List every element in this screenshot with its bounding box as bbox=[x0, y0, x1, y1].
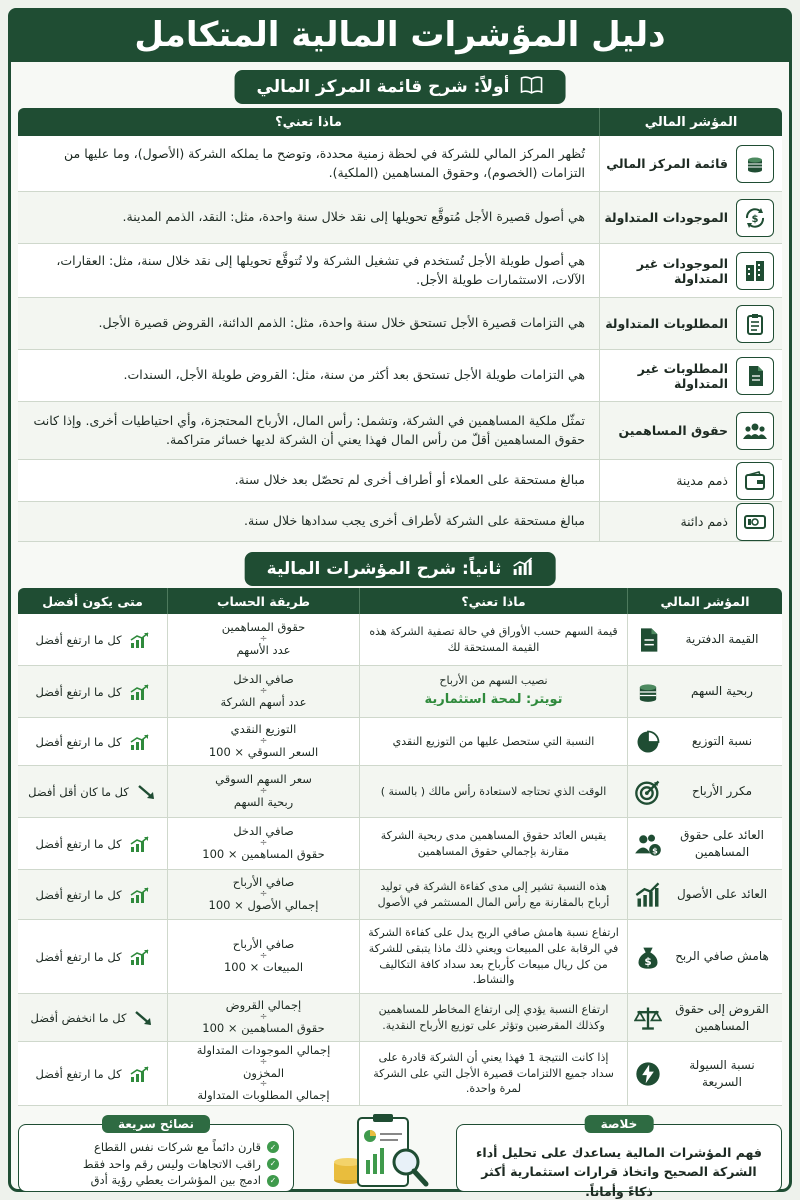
definition-text: نصيب السهم من الأرباح bbox=[439, 674, 548, 688]
document-icon bbox=[628, 626, 662, 654]
indicator-row bbox=[18, 614, 782, 666]
col-indicator: المؤشر المالي bbox=[644, 114, 738, 130]
check-icon: ✓ bbox=[267, 1141, 279, 1153]
indicator-label: ربحية السهم bbox=[691, 684, 753, 699]
indicator-cell bbox=[628, 818, 782, 869]
trend-up-icon bbox=[130, 1066, 150, 1082]
divide-symbol: ÷ bbox=[259, 686, 268, 696]
calc-denominator: ربحية السهم bbox=[233, 795, 294, 809]
best-when-text: كل ما ارتفع أفضل bbox=[35, 836, 122, 851]
document-icon bbox=[736, 357, 774, 395]
indicator-row bbox=[18, 718, 782, 766]
best-when-cell bbox=[18, 994, 168, 1041]
indicator-cell bbox=[628, 1042, 782, 1105]
indicator-cell bbox=[600, 350, 782, 401]
calc-numerator: سعر السهم السوقي bbox=[215, 772, 312, 787]
bar-growth-icon bbox=[628, 881, 662, 909]
twitter-handle: تويتر: لمحة استثمارية bbox=[424, 692, 563, 708]
balance-sheet-row bbox=[18, 402, 782, 460]
definition-cell bbox=[360, 666, 628, 717]
section1-title: أولاً: شرح قائمة المركز المالي bbox=[256, 77, 510, 97]
balance-sheet-row bbox=[18, 502, 782, 542]
divide-symbol: ÷ bbox=[259, 951, 268, 961]
indicator-label: المطلوبات المتداولة bbox=[605, 316, 728, 331]
group-dollar-icon bbox=[628, 830, 662, 858]
svg-text:$: $ bbox=[751, 213, 759, 225]
open-book-icon bbox=[519, 75, 543, 100]
divide-symbol: ÷ bbox=[259, 736, 268, 746]
definition-cell: هي التزامات طويلة الأجل تستحق بعد أكثر من سنة، مثل: القروض طويلة الأجل، السندات. bbox=[18, 350, 600, 401]
coins-icon bbox=[736, 145, 774, 183]
calc-numerator: إجمالي القروض bbox=[225, 998, 302, 1013]
definition-cell: هي أصول طويلة الأجل تُستخدم في تشغيل الشركة ولا تُتوقَّع تحويلها إلى نقد خلال سنة، مثل: العقارات، الآلات، الاستثمارات طويلة الأجل. bbox=[18, 244, 600, 297]
indicator-label: نسبة التوزيع bbox=[691, 734, 753, 749]
divide-symbol: ÷ bbox=[259, 634, 268, 644]
summary-text: فهم المؤشرات المالية يساعدك على تحليل أداء الشركة الصحيح واتخاذ قرارات استثمارية أكثر ذكاءً وأماناً. bbox=[476, 1145, 762, 1199]
best-when-text: كل ما ارتفع أفضل bbox=[35, 632, 122, 647]
calculation-cell bbox=[168, 614, 360, 665]
indicator-cell bbox=[600, 192, 782, 243]
money-bag-icon bbox=[628, 943, 662, 971]
trend-up-icon bbox=[130, 887, 150, 903]
best-when-text: كل ما ارتفع أفضل bbox=[35, 684, 122, 699]
calc-denominator: المبيعات × 100 bbox=[223, 960, 304, 974]
calculation-cell bbox=[168, 718, 360, 765]
definition-cell bbox=[360, 818, 628, 869]
indicator-row bbox=[18, 766, 782, 818]
indicator-label: هامش صافي الربح bbox=[675, 949, 769, 964]
indicator-cell bbox=[600, 244, 782, 297]
definition-cell: مبالغ مستحقة على العملاء أو أطراف أخرى لم تحصّل بعد خلال سنة. bbox=[18, 460, 600, 501]
definition-cell: مبالغ مستحقة على الشركة لأطراف أخرى يجب سدادها خلال سنة. bbox=[18, 502, 600, 541]
calculation-cell bbox=[168, 766, 360, 817]
indicator-label: القيمة الدفترية bbox=[685, 632, 759, 647]
indicator-row bbox=[18, 818, 782, 870]
tip-item bbox=[29, 1156, 279, 1173]
indicator-label: حقوق المساهمين bbox=[618, 423, 728, 438]
definition-cell bbox=[360, 994, 628, 1041]
definition-text: الوقت الذي تحتاجه لاستعادة رأس مالك ( بالسنة ) bbox=[380, 784, 607, 798]
definition-text: قيمة السهم حسب الأوراق في حالة تصفية الشركة هذه القيمة المستحقة لك bbox=[369, 624, 618, 654]
indicator-cell bbox=[628, 870, 782, 919]
tips-box bbox=[18, 1117, 294, 1192]
indicator-label: ذمم مدينة bbox=[676, 473, 728, 488]
balance-sheet-row bbox=[18, 298, 782, 350]
divide-symbol: ÷ bbox=[259, 889, 268, 899]
indicator-label: مكرر الأرباح bbox=[692, 784, 752, 799]
calculation-cell bbox=[168, 920, 360, 993]
calculation-cell bbox=[168, 666, 360, 717]
balance-sheet-row bbox=[18, 460, 782, 502]
trend-down-icon bbox=[137, 784, 157, 800]
definition-text: هذه النسبة تشير إلى مدى كفاءة الشركة في توليد أرباح بالمقارنة مع رأس المال المستثمر في الأصول bbox=[377, 879, 610, 909]
indicator-cell bbox=[600, 402, 782, 459]
trend-up-icon bbox=[130, 836, 150, 852]
calculation-cell bbox=[168, 1042, 360, 1105]
indicator-cell bbox=[628, 994, 782, 1041]
indicator-cell bbox=[628, 920, 782, 993]
best-when-text: كل ما ارتفع أفضل bbox=[35, 949, 122, 964]
scale-icon bbox=[628, 1004, 662, 1032]
tip-item bbox=[29, 1139, 279, 1156]
calculation-cell bbox=[168, 818, 360, 869]
balance-sheet-table bbox=[18, 108, 782, 542]
buildings-icon bbox=[736, 252, 774, 290]
best-when-cell bbox=[18, 818, 168, 869]
target-icon bbox=[628, 778, 662, 806]
indicators-header bbox=[18, 588, 782, 614]
banknote-icon bbox=[736, 503, 774, 541]
tips-title: نصائح سريعة bbox=[102, 1115, 210, 1133]
tips-list bbox=[29, 1139, 279, 1189]
tip-item bbox=[29, 1172, 279, 1189]
indicator-row bbox=[18, 920, 782, 994]
definition-text: إذا كانت النتيجة 1 فهذا يعني أن الشركة قادرة على سداد جميع الالتزامات قصيرة الأجل التي على الشركة لمرة واحدة. bbox=[373, 1050, 614, 1096]
balance-sheet-header bbox=[18, 108, 782, 136]
summary-title: خلاصة bbox=[585, 1115, 654, 1133]
check-icon: ✓ bbox=[267, 1158, 279, 1170]
coins-icon bbox=[628, 678, 662, 706]
best-when-text: كل ما ارتفع أفضل bbox=[35, 734, 122, 749]
best-when-cell bbox=[18, 666, 168, 717]
calc-middle: المخزون bbox=[242, 1065, 285, 1080]
calc-denominator: إجمالي الأصول × 100 bbox=[208, 898, 319, 912]
definition-cell: هي التزامات قصيرة الأجل تستحق خلال سنة واحدة، مثل: الذمم الدائنة، القروض قصيرة الأجل. bbox=[18, 298, 600, 349]
pie-chart-icon bbox=[628, 728, 662, 756]
best-when-cell bbox=[18, 1042, 168, 1105]
wallet-icon bbox=[736, 462, 774, 500]
indicator-cell bbox=[628, 718, 782, 765]
divide-symbol: ÷ bbox=[259, 1012, 268, 1022]
cycle-dollar-icon bbox=[736, 199, 774, 237]
best-when-cell bbox=[18, 870, 168, 919]
summary-box bbox=[456, 1117, 782, 1199]
divide-symbol: ÷ bbox=[259, 1056, 268, 1067]
page-title: دليل المؤشرات المالية المتكامل bbox=[8, 8, 792, 62]
check-icon: ✓ bbox=[267, 1175, 279, 1187]
indicator-row bbox=[18, 994, 782, 1042]
calc-denominator: عدد الأسهم bbox=[236, 643, 291, 657]
trend-up-icon bbox=[130, 684, 150, 700]
balance-sheet-row bbox=[18, 244, 782, 298]
tip-text: قارن دائماً مع شركات نفس القطاع bbox=[93, 1140, 261, 1154]
indicator-label: العائد على حقوق المساهمين bbox=[680, 828, 764, 859]
indicator-cell bbox=[628, 614, 782, 665]
calc-numerator: صافي الأرباح bbox=[232, 875, 295, 890]
definition-cell: هي أصول قصيرة الأجل مُتوقَّع تحويلها إلى نقد خلال سنة واحدة، مثل: النقد، الذمم المدينة. bbox=[18, 192, 600, 243]
indicator-label: نسبة السيولة السريعة bbox=[689, 1058, 755, 1089]
best-when-text: كل ما انخفض أفضل bbox=[30, 1010, 127, 1025]
definition-text: النسبة التي ستحصل عليها من التوزيع النقدي bbox=[392, 734, 595, 748]
indicator-cell bbox=[600, 502, 782, 541]
indicator-row bbox=[18, 1042, 782, 1106]
indicator-label: ذمم دائنة bbox=[680, 514, 728, 529]
calc-numerator: التوزيع النقدي bbox=[230, 722, 297, 737]
balance-sheet-row bbox=[18, 136, 782, 192]
definition-cell bbox=[360, 614, 628, 665]
best-when-text: كل ما ارتفع أفضل bbox=[35, 887, 122, 902]
definition-text: ارتفاع نسبة هامش صافي الربح يدل على كفاءة الشركة في الرقابة على المبيعات ويعني ذلك ماذا يتبقى للشركة من كل ريال مبيعات كأرباح بعد سداد كافة التكاليف والنشاط. bbox=[368, 925, 619, 987]
indicator-row bbox=[18, 666, 782, 718]
calculation-cell bbox=[168, 994, 360, 1041]
definition-cell bbox=[360, 920, 628, 993]
tip-text: راقب الاتجاهات وليس رقم واحد فقط bbox=[82, 1156, 261, 1171]
indicator-cell bbox=[600, 136, 782, 191]
section1-title-pill bbox=[235, 70, 566, 104]
svg-text:$: $ bbox=[644, 955, 652, 968]
lightning-icon bbox=[628, 1060, 662, 1088]
indicator-cell bbox=[628, 766, 782, 817]
best-when-text: كل ما كان أقل أفضل bbox=[28, 784, 129, 799]
calculation-cell bbox=[168, 870, 360, 919]
divide-symbol: ÷ bbox=[259, 838, 268, 848]
calc-denominator: السعر السوقي × 100 bbox=[208, 745, 319, 759]
indicator-label: قائمة المركز المالي bbox=[606, 156, 728, 171]
trend-up-icon bbox=[130, 632, 150, 648]
indicator-label: العائد على الأصول bbox=[676, 887, 768, 902]
calc-denominator: عدد أسهم الشركة bbox=[220, 695, 307, 709]
divide-symbol: ÷ bbox=[259, 786, 268, 796]
calc-numerator: صافي الدخل bbox=[233, 672, 294, 687]
indicator-cell bbox=[628, 666, 782, 717]
divide-symbol: ÷ bbox=[259, 1079, 268, 1090]
col-meaning: ماذا تعني؟ bbox=[360, 588, 628, 614]
calc-numerator: صافي الأرباح bbox=[232, 937, 295, 952]
calc-numerator: صافي الدخل bbox=[233, 824, 294, 839]
indicators-table bbox=[18, 588, 782, 1106]
definition-cell bbox=[360, 766, 628, 817]
calc-denominator: إجمالي المطلوبات المتداولة bbox=[197, 1088, 330, 1103]
col-meaning: ماذا تعني؟ bbox=[18, 108, 600, 136]
definition-text: ارتفاع النسبة يؤدي إلى ارتفاع المخاطر للمساهمين وكذلك المقرضين وتؤثر على توزيع الأرباح النقدية. bbox=[378, 1002, 609, 1032]
tip-text: ادمج بين المؤشرات يعطي رؤية أدق bbox=[90, 1173, 261, 1188]
svg-text:$: $ bbox=[652, 844, 658, 855]
group-icon bbox=[736, 412, 774, 450]
definition-cell bbox=[360, 870, 628, 919]
trend-up-icon bbox=[130, 949, 150, 965]
indicator-label: القروض إلى حقوق المساهمين bbox=[675, 1002, 769, 1033]
section2-title-pill bbox=[245, 552, 556, 586]
definition-cell: تمثّل ملكية المساهمين في الشركة، وتشمل: رأس المال، الأرباح المحتجزة، وأي احتياطيات أخرى. وإذا كانت حقوق المساهمين أقلّ من رأس المال فهذا يعني أن الشركة لديها خسائر متراكمة. bbox=[18, 402, 600, 459]
definition-text: يقيس العائد حقوق المساهمين مدى ربحية الشركة مقارنة بإجمالي حقوق المساهمين bbox=[380, 828, 607, 858]
growth-chart-icon bbox=[511, 557, 533, 582]
trend-up-icon bbox=[130, 734, 150, 750]
calc-denominator: حقوق المساهمين × 100 bbox=[202, 1021, 325, 1035]
best-when-cell bbox=[18, 614, 168, 665]
indicator-label: الموجودات غير المتداولة bbox=[636, 255, 728, 286]
best-when-cell bbox=[18, 766, 168, 817]
trend-down-icon bbox=[134, 1010, 154, 1026]
indicator-label: المطلوبات غير المتداولة bbox=[637, 360, 728, 391]
calc-numerator: إجمالي الموجودات المتداولة bbox=[196, 1042, 331, 1057]
indicator-cell bbox=[600, 460, 782, 501]
clipboard-list-icon bbox=[736, 305, 774, 343]
best-when-cell bbox=[18, 718, 168, 765]
definition-cell bbox=[360, 1042, 628, 1105]
indicator-row bbox=[18, 870, 782, 920]
col-calculation: طريقة الحساب bbox=[168, 588, 360, 614]
col-best-when: متى يكون أفضل bbox=[18, 588, 168, 614]
clipboard-analysis-illustration bbox=[318, 1112, 448, 1192]
indicator-cell bbox=[600, 298, 782, 349]
balance-sheet-row bbox=[18, 350, 782, 402]
definition-cell: تُظهر المركز المالي للشركة في لحظة زمنية محددة، وتوضح ما يملكه الشركة (الأصول)، وما عليها من التزامات (الخصوم)، وحقوق المساهمين (الملكية). bbox=[18, 136, 600, 191]
section2-title: ثانياً: شرح المؤشرات المالية bbox=[266, 559, 502, 579]
calc-denominator: حقوق المساهمين × 100 bbox=[202, 847, 325, 861]
definition-cell bbox=[360, 718, 628, 765]
best-when-text: كل ما ارتفع أفضل bbox=[35, 1066, 122, 1081]
col-indicator: المؤشر المالي bbox=[660, 593, 750, 609]
calc-numerator: حقوق المساهمين bbox=[221, 620, 306, 635]
best-when-cell bbox=[18, 920, 168, 993]
balance-sheet-row bbox=[18, 192, 782, 244]
indicator-label: الموجودات المتداولة bbox=[604, 210, 728, 225]
